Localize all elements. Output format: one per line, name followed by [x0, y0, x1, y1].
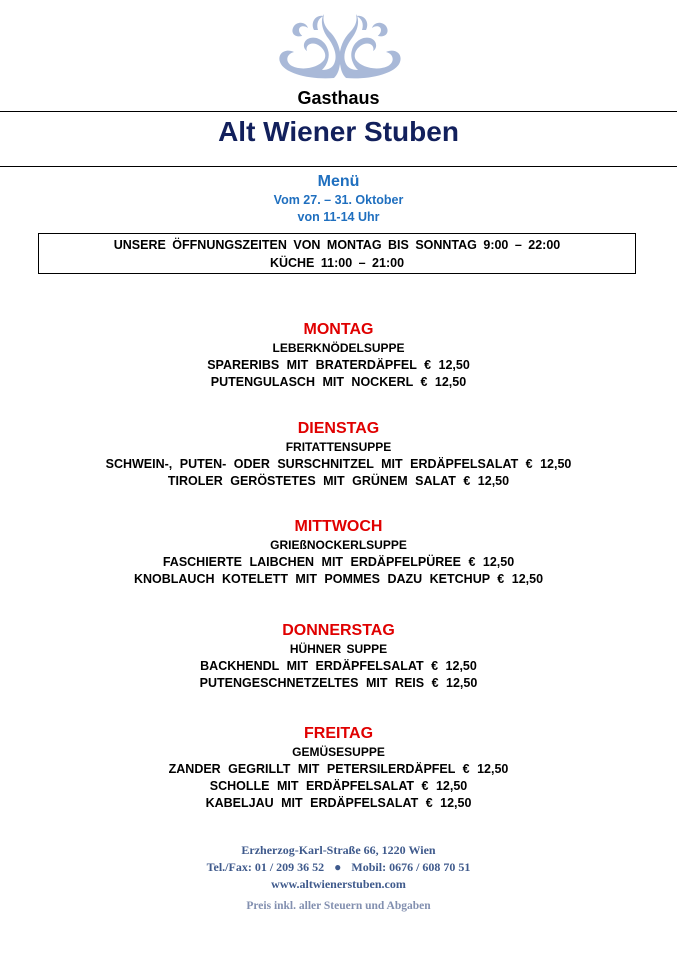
day-name: MONTAG — [303, 321, 374, 338]
day-section-tuesday — [0, 419, 677, 490]
menu-time: von 11-14 Uhr — [297, 210, 380, 224]
menu-dish: PUTENGESCHNETZELTES MIT REIS € 12,50 — [199, 676, 478, 690]
day-soup: FRITATTENSUPPE — [285, 440, 392, 454]
day-name: FREITAG — [303, 725, 374, 742]
menu-dish: TIROLER GERÖSTETES MIT GRÜNEM SALAT € 12,50 — [167, 474, 510, 488]
mobile-phone: Mobil: 0676 / 608 70 51 — [351, 860, 471, 874]
day-section-thursday — [0, 621, 677, 692]
header-divider-top — [0, 111, 677, 112]
header-divider-bottom — [0, 166, 677, 167]
menu-dish: KABELJAU MIT ERDÄPFELSALAT € 12,50 — [205, 796, 472, 810]
phone-line — [0, 859, 677, 876]
day-soup: GEMÜSESUPPE — [292, 745, 385, 759]
menu-dish: PUTENGULASCH MIT NOCKERL € 12,50 — [210, 375, 467, 389]
day-soup: HÜHNER SUPPE — [289, 642, 388, 656]
menu-info — [0, 172, 677, 226]
menu-dish: SPARERIBS MIT BRATERDÄPFEL € 12,50 — [207, 358, 470, 372]
address: Erzherzog-Karl-Straße 66, 1220 Wien — [241, 843, 436, 857]
bullet-separator: ● — [334, 860, 342, 874]
opening-hours-line: UNSERE ÖFFNUNGSZEITEN VON MONTAG BIS SONNTAG 9:00 – 22:00 — [113, 238, 561, 252]
restaurant-name-title: Alt Wiener Stuben — [218, 116, 459, 147]
website-link[interactable]: www.altwienerstuben.com — [271, 877, 406, 891]
baroque-scroll-ornament-icon — [272, 8, 408, 82]
menu-dish: FASCHIERTE LAIBCHEN MIT ERDÄPFELPÜREE € 12,50 — [162, 555, 515, 569]
menu-dish: ZANDER GEGRILLT MIT PETERSILERDÄPFEL € 12,50 — [168, 762, 509, 776]
menu-dish: SCHWEIN-, PUTEN- ODER SURSCHNITZEL MIT ERDÄPFELSALAT € 12,50 — [105, 457, 572, 471]
menu-dates: Vom 27. – 31. Oktober — [273, 193, 404, 207]
day-section-wednesday — [0, 517, 677, 588]
day-section-friday — [0, 724, 677, 812]
day-name: DONNERSTAG — [282, 622, 395, 639]
day-name: DIENSTAG — [297, 420, 380, 437]
menu-dish: SCHOLLE MIT ERDÄPFELSALAT € 12,50 — [209, 779, 468, 793]
day-soup: GRIEßNOCKERLSUPPE — [270, 538, 407, 552]
kitchen-hours-line: KÜCHE 11:00 – 21:00 — [269, 256, 405, 270]
day-soup: LEBERKNÖDELSUPPE — [272, 341, 405, 355]
restaurant-type-label: Gasthaus — [297, 88, 380, 108]
tax-note: Preis inkl. aller Steuern und Abgaben — [246, 900, 431, 912]
day-section-monday — [0, 320, 677, 391]
menu-dish: BACKHENDL MIT ERDÄPFELSALAT € 12,50 — [200, 659, 477, 673]
menu-dish: KNOBLAUCH KOTELETT MIT POMMES DAZU KETCHUP € 12,50 — [133, 572, 544, 586]
menu-heading: Menü — [317, 173, 360, 190]
opening-hours-box — [38, 233, 636, 274]
contact-footer — [0, 842, 677, 915]
phone-fax: Tel./Fax: 01 / 209 36 52 — [206, 860, 325, 874]
day-name: MITTWOCH — [294, 518, 383, 535]
